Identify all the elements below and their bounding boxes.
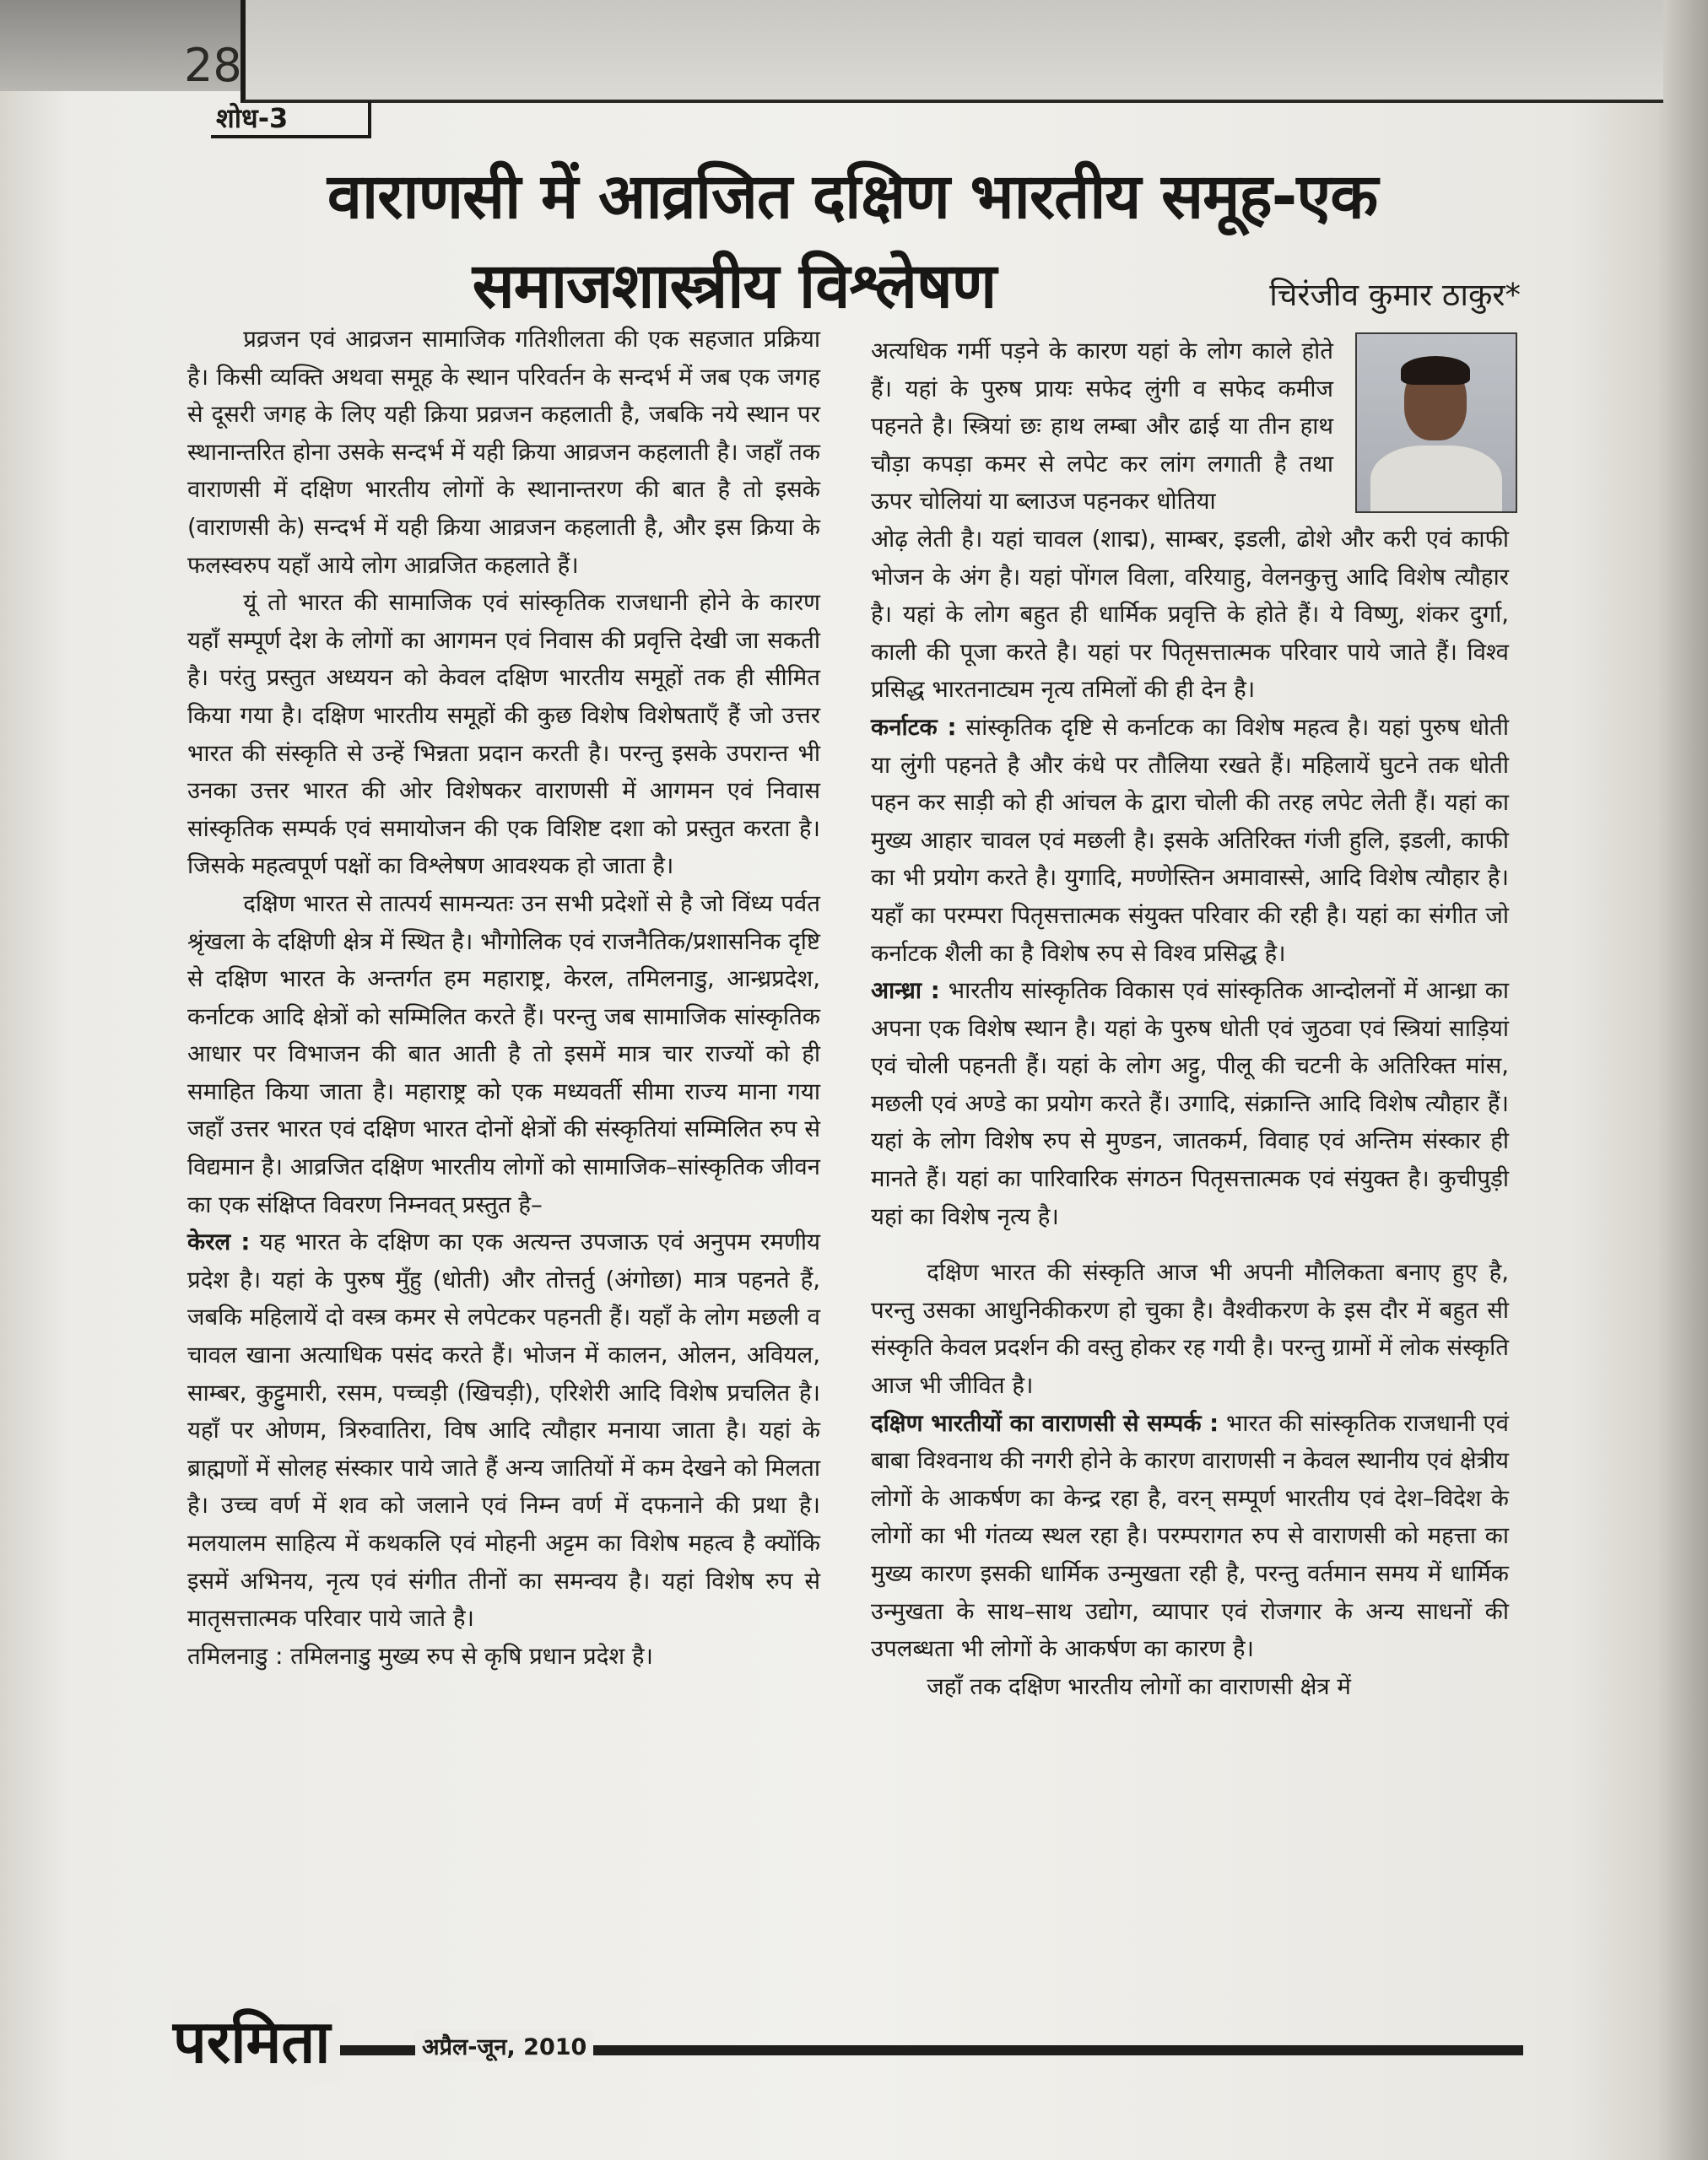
kerala-paragraph xyxy=(187,1223,820,1638)
page-number: 28 xyxy=(184,39,242,92)
continued-line: जहाँ तक दक्षिण भारतीय लोगों का वाराणसी क्षेत्र में xyxy=(927,1671,1351,1700)
author-name: चिरंजीव कुमार ठाकुर* xyxy=(1269,277,1521,313)
south-india-paragraph: दक्षिण भारत से तात्पर्य सामन्यतः उन सभी प्रदेशों से है जो विंध्य पर्वत श्रृंखला के दक्षिणी क्षेत्र में स्थित है। भौगोलिक एवं राजनैतिक/प्रशासनिक दृष्टि से दक्षिण भारत के अन्तर्गत हम महाराष्ट्र, केरल, तमिलनाडु, आन्ध्रप्रदेश, कर्नाटक आदि क्षेत्रों को सम्मिलित करते हैं। परन्तु जब सामाजिक सांस्कृतिक आधार पर विभाजन की बात आती है तो इसमें मात्र चार राज्यों को ही समाहित किया जाता है। महाराष्ट्र को एक मध्यवर्ती सीमा राज्य माना गया जहाँ उत्तर भारत एवं दक्षिण भारत दोनों क्षेत्रों की संस्कृतियां सम्मिलित रुप से विद्यमान है। आव्रजित दक्षिण भारतीय लोगों को सामाजिक–सांस्कृतिक जीवन का एक संक्षिप्त विवरण निम्नवत् प्रस्तुत है– xyxy=(187,888,820,1218)
andhra-text: भारतीय सांस्कृतिक विकास एवं सांस्कृतिक आन्दोलनों में आन्ध्रा का अपना एक विशेष स्थान है। यहां के पुरुष धोती एवं जुठवा एवं स्त्रियां साड़ियां एवं चोली पहनती हैं। यहां के लोग अट्टु, पीलू की चटनी के अतिरिक्त मांस, मछली एवं अण्डे का प्रयोग करते हैं। उगादि, संक्रान्ति आदि विशेष त्यौहार हैं। यहां के लोग विशेष रुप से मुण्डन, जातकर्म, विवाह एवं अन्तिम संस्कार ही मानते हैं। यहां का पारिवारिक संगठन पितृसत्तात्मक एवं संयुक्त है। कुचीपुड़ी यहां का विशेष नृत्य है। xyxy=(871,976,1509,1230)
article-title-line-2: समाजशास्त्रीय विश्लेषण xyxy=(472,250,997,322)
article-title-line-1: वाराणसी में आव्रजित दक्षिण भारतीय समूह-एक xyxy=(327,160,1378,233)
issue-date: अप्रैल-जून, 2010 xyxy=(415,2030,593,2061)
spine-shadow xyxy=(1657,0,1708,2160)
tamilnadu-paragraph xyxy=(187,1638,820,1676)
capital-paragraph: यूं तो भारत की सामाजिक एवं सांस्कृतिक राजधानी होने के कारण यहाँ सम्पूर्ण देश के लोगों का आगमन एवं निवास की प्रवृत्ति देखी जा सकती है। परंतु प्रस्तुत अध्ययन को केवल दक्षिण भारतीय समूहों तक ही सीमित किया गया है। दक्षिण भारतीय समूहों की कुछ विशेष विशेषताएँ हैं जो उत्तर भारत की संस्कृति से उन्हें भिन्नता प्रदान करती है। परन्तु इसके उपरान्त भी उनका उत्तर भारत की ओर विशेषकर वाराणसी में आगमन एवं निवास सांस्कृतिक सम्पर्क एवं समायोजन की एक विशिष्ट दशा को प्रस्तुत करता है। जिसके महत्वपूर्ण पक्षों का विश्लेषण आवश्यक हो जाता है। xyxy=(187,588,820,880)
varanasi-contact-text: भारत की सांस्कृतिक राजधानी एवं बाबा विश्वनाथ की नगरी होने के कारण वाराणसी न केवल स्थानीय एवं क्षेत्रीय लोगों के आकर्षण का केन्द्र रहा है, वरन् सम्पूर्ण भारतीय एवं देश–विदेश के लोगों का भी गंतव्य स्थल रहा है। परम्परागत रुप से वाराणसी को महत्ता का मुख्य कारण इसकी धार्मिक उन्मुखता रही है, परन्तु वर्तमान समय में धार्मिक उन्मुखता के साथ–साथ उद्योग, व्यापार एवं रोजगार के अन्य साधनों की उपलब्धता भी लोगों के आकर्षण का कारण है। xyxy=(871,1408,1509,1663)
karnataka-label: कर्नाटक : xyxy=(871,712,957,741)
varanasi-contact-label: दक्षिण भारतीयों का वाराणसी से सम्पर्क : xyxy=(871,1408,1219,1437)
tamilnadu-text: तमिलनाडु मुख्य रुप से कृषि प्रधान प्रदेश है। xyxy=(290,1641,654,1670)
karnataka-paragraph xyxy=(871,709,1509,972)
andhra-label: आन्ध्रा : xyxy=(871,976,940,1005)
footer-rule xyxy=(173,2045,1523,2055)
tamilnadu-label: तमिलनाडु : xyxy=(187,1641,284,1670)
tamilnadu-continued-rest: ओढ़ लेती है। यहां चावल (शाद्म), साम्बर, इडली, ढोशे और करी एवं काफी भोजन के अंग है। यहां पोंगल विला, वरियाहु, वेलनकुत्तु आदि विशेष त्यौहार है। यहां के लोग बहुत ही धार्मिक प्रवृत्ति के होते हैं। ये विष्णु, शंकर दुर्गा, काली की पूजा करते है। यहां पर पितृसत्तात्मक परिवार पाये जाते हैं। विश्व प्रसिद्ध भारतनाट्यम नृत्य तमिलों की ही देन है। xyxy=(871,524,1510,704)
kerala-label: केरल : xyxy=(187,1228,251,1256)
varanasi-contact-paragraph xyxy=(871,1405,1509,1668)
intro-paragraph: प्रव्रजन एवं आव्रजन सामाजिक गतिशीलता की एक सहजात प्रक्रिया है। किसी व्यक्ति अथवा समूह के स्थान परिवर्तन के सन्दर्भ में जब एक जगह से दूसरी जगह के लिए यही क्रिया प्रव्रजन कहलाती है, जबकि नये स्थान पर स्थानान्तरित होना उसके सन्दर्भ में यही क्रिया आव्रजन कहलाती है। जहाँ तक वाराणसी में दक्षिण भारतीय लोगों के स्थानान्तरण की बात है तो इसके (वाराणसी के) सन्दर्भ में यही क्रिया आव्रजन कहलाती है, और इस क्रिया के फलस्वरुप यहाँ आये लोग आव्रजित कहलाते हैं। xyxy=(187,325,820,579)
culture-paragraph: दक्षिण भारत की संस्कृति आज भी अपनी मौलिकता बनाए हुए है, परन्तु उसका आधुनिकीकरण हो चुका है। वैश्वीकरण के इस दौर में बहुत सी संस्कृति केवल प्रदर्शन की वस्तु होकर रह गयी है। परन्तु ग्रामों में लोक संस्कृति आज भी जीवित है। xyxy=(871,1258,1509,1400)
section-tag: शोध-3 xyxy=(211,101,371,138)
header-rule xyxy=(241,0,1663,103)
andhra-paragraph xyxy=(871,972,1509,1235)
right-column xyxy=(871,332,1509,1705)
tamilnadu-continued-wrapped: अत्यधिक गर्मी पड़ने के कारण यहां के लोग काले होते हैं। यहां के पुरुष प्रायः सफेद लुंगी व सफेद कमीज पहनते है। स्त्रियां छः हाथ लम्बा और ढाई या तीन हाथ चौड़ा कपड़ा कमर से लपेट कर लांग लगाती है तथा ऊपर चोलियां या ब्लाउज पहनकर धोतिया xyxy=(871,337,1333,516)
tamilnadu-continued-paragraph xyxy=(871,332,1509,709)
kerala-text: यह भारत के दक्षिण का एक अत्यन्त उपजाऊ एवं अनुपम रमणीय प्रदेश है। यहां के पुरुष मुँहु (धोती) और तोत्तर्तु (अंगोछा) मात्र पहनते हैं, जबकि महिलायें दो वस्त्र कमर से लपेटकर पहनती हैं। यहाँ के लोग मछली व चावल खाना अत्याधिक पसंद करते हैं। भोजन में कालन, ओलन, अवियल, साम्बर, कुट्टुमारी, रसम, पच्चड़ी (खिचड़ी), एरिशेरी आदि विशेष प्रचलित है। यहाँ पर ओणम, त्रिरुवातिरा, विष आदि त्यौहार मनाया जाता है। यहां के ब्राह्मणों में सोलह संस्कार पाये जाते हैं अन्य जातियों में कम देखने को मिलता है। उच्च वर्ण में शव को जलाने एवं निम्न वर्ण में दफनाने की प्रथा है। मलयालम साहित्य में कथकलि एवं मोहनी अट्टम का विशेष महत्व है क्योंकि इसमें अभिनय, नृत्य एवं संगीत तीनों का समन्वय है। यहां विशेष रुप से मातृसत्तात्मक परिवार पाये जाते है। xyxy=(187,1228,820,1633)
karnataka-text: सांस्कृतिक दृष्टि से कर्नाटक का विशेष महत्व है। यहां पुरुष धोती या लुंगी पहनते है और कंधे पर तौलिया रखते हैं। महिलायें घुटने तक धोती पहन कर साड़ी को ही आंचल के द्वारा चोली की तरह लपेट लेती हैं। यहां का मुख्य आहार चावल एवं मछली है। इसके अतिरिक्त गंजी हुलि, इडली, काफी का भी प्रयोग करते है। युगादि, मण्णेस्तिन अमावास्से, आदि विशेष त्यौहार है। यहाँ का परम्परा पितृसत्तात्मक संयुक्त परिवार की रही है। यहां का संगीत जो कर्नाटक शैली का है विशेष रुप से विश्व प्रसिद्ध है। xyxy=(871,712,1509,967)
journal-logo: परमिता xyxy=(173,2001,340,2082)
left-column xyxy=(187,321,820,1675)
